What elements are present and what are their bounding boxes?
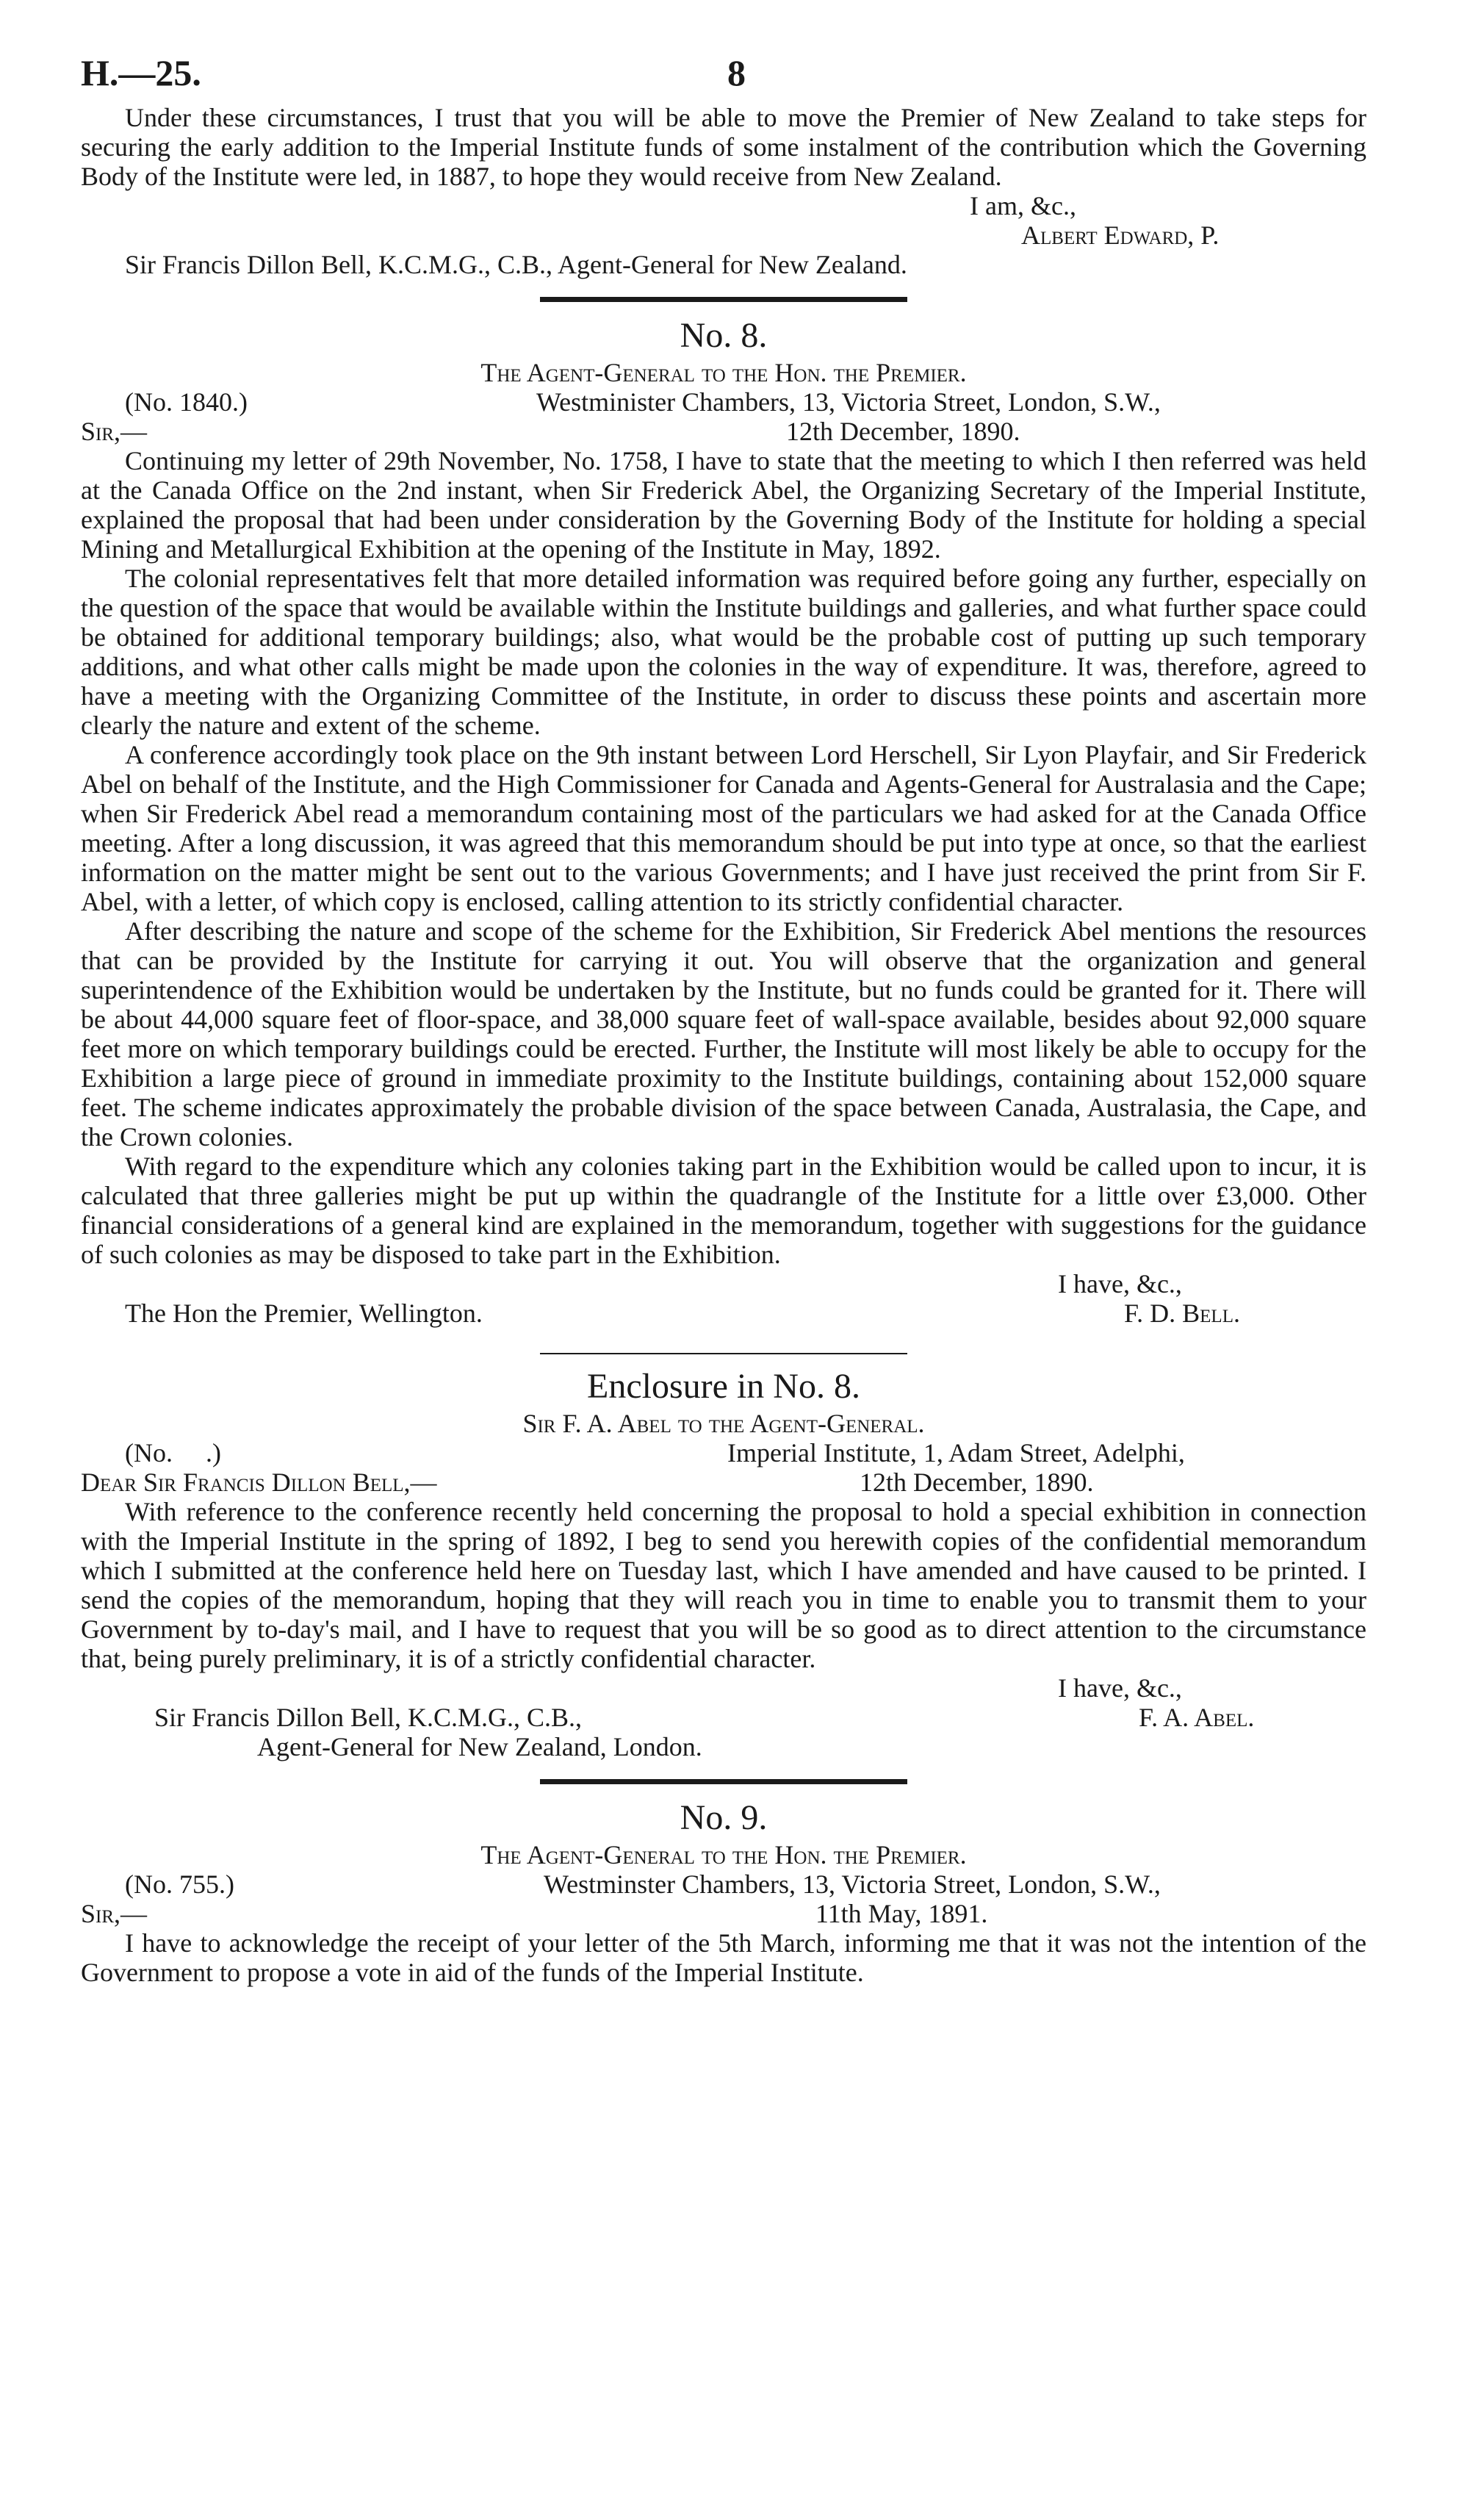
previous-letter-closing: I am, &c., bbox=[970, 191, 1076, 220]
enclosure-subtitle: Sir F. A. Abel to the Agent-General. bbox=[522, 1409, 925, 1438]
letter-no-8-addressee: The Hon the Premier, Wellington. bbox=[125, 1299, 483, 1328]
section-divider bbox=[540, 297, 907, 302]
enclosure-addressee-line1: Sir Francis Dillon Bell, K.C.M.G., C.B., bbox=[154, 1703, 583, 1732]
enclosure-closing-row bbox=[81, 1673, 1366, 1703]
letter-no-9-ref-row bbox=[81, 1869, 1366, 1899]
letter-no-9-salutation: Sir,— bbox=[81, 1899, 148, 1928]
previous-letter-body: Under these circumstances, I trust that you will be able to move the Premier of New Zealand to take steps for securing the early addition to the Imperial Institute funds of some instalment of the contribution which the Governing Body of the Institute were led, in 1887, to hope they would receive from New Zealand. bbox=[81, 103, 1366, 191]
previous-letter-signature-row bbox=[81, 220, 1366, 250]
previous-letter-signature: Albert Edward, P. bbox=[1021, 220, 1220, 250]
letter-no-8-ref: (No. 1840.) bbox=[125, 387, 248, 417]
previous-letter-addressee: Sir Francis Dillon Bell, K.C.M.G., C.B., Agent-General for New Zealand. bbox=[125, 250, 907, 279]
enclosure-ref-row bbox=[81, 1438, 1366, 1468]
letter-no-8-ref-row bbox=[81, 387, 1366, 417]
document-page bbox=[81, 44, 1366, 1987]
section-divider bbox=[540, 1779, 907, 1784]
letter-no-9-title: No. 9. bbox=[680, 1798, 768, 1837]
letter-no-8-address: Westminister Chambers, 13, Victoria Street, London, S.W., bbox=[536, 387, 1161, 417]
enclosure-body: With reference to the conference recently held concerning the proposal to hold a special exhibition in connection with the Imperial Institute in the spring of 1892, I beg to send you herewith copies of the confidential memorandum which I submitted at the conference held here on Tuesday last, which I have amended and have caused to be printed. I send the copies of the memorandum, hoping that they will reach you in time to enable you to transmit them to your Government by to-day's mail, and I have to request that you will be so good as to direct attention to the circumstance that, being purely preliminary, it is of a strictly confidential character. bbox=[81, 1497, 1366, 1673]
previous-letter-end bbox=[81, 103, 1366, 279]
enclosure-in-no-8 bbox=[81, 1365, 1366, 1761]
letter-no-8-subtitle: The Agent-General to the Hon. the Premier. bbox=[480, 358, 967, 387]
letter-no-8-paragraph: Continuing my letter of 29th November, No. 1758, I have to state that the meeting to which I then referred was held at the Canada Office on the 2nd instant, when Sir Frederick Abel, the Organizing Secretary of the Imperial Institute, explained the proposal that had been under consideration by the Governing Body of the Institute for holding a special Mining and Metallurgical Exhibition at the opening of the Institute in May, 1892. bbox=[81, 446, 1366, 564]
document-reference: H.—25. bbox=[81, 52, 201, 93]
letter-no-8-paragraph: With regard to the expenditure which any colonies taking part in the Exhibition would be called upon to incur, it is calculated that three galleries might be put up within the quadrangle of the Institute for a little over £3,000. Other financial considerations of a general kind are explained in the memorandum, together with suggestions for the guidance of such colonies as may be disposed to take part in the Exhibition. bbox=[81, 1152, 1366, 1269]
letter-no-9-salutation-row bbox=[81, 1899, 1366, 1928]
enclosure-closing: I have, &c., bbox=[1058, 1673, 1182, 1703]
letter-no-9 bbox=[81, 1796, 1366, 1987]
enclosure-signature: F. A. Abel. bbox=[1139, 1703, 1255, 1732]
enclosure-sign-row bbox=[81, 1703, 1366, 1732]
letter-no-8-sign-row bbox=[81, 1299, 1366, 1328]
letter-no-9-subtitle: The Agent-General to the Hon. the Premier. bbox=[480, 1840, 967, 1869]
enclosure-salutation-row bbox=[81, 1468, 1366, 1497]
enclosure-salutation: Dear Sir Francis Dillon Bell,— bbox=[81, 1468, 437, 1497]
letter-no-9-ref: (No. 755.) bbox=[125, 1869, 234, 1899]
letter-no-8-salutation: Sir,— bbox=[81, 417, 148, 446]
letter-no-8-closing-row bbox=[81, 1269, 1366, 1299]
letter-no-8-signature: F. D. Bell. bbox=[1124, 1299, 1240, 1328]
letter-no-8-date: 12th December, 1890. bbox=[786, 417, 1020, 446]
previous-letter-addressee-row bbox=[81, 250, 1366, 279]
letter-no-8-salutation-row bbox=[81, 417, 1366, 446]
enclosure-addressee-row2 bbox=[81, 1732, 1366, 1761]
previous-letter-closing-row bbox=[81, 191, 1366, 220]
enclosure-ref: (No. .) bbox=[125, 1438, 221, 1468]
enclosure-title: Enclosure in No. 8. bbox=[587, 1367, 860, 1406]
enclosure-address: Imperial Institute, 1, Adam Street, Adelphi, bbox=[727, 1438, 1185, 1468]
letter-no-9-address: Westminster Chambers, 13, Victoria Street, London, S.W., bbox=[544, 1869, 1161, 1899]
page-number: 8 bbox=[727, 52, 746, 93]
letter-no-8-paragraph: The colonial representatives felt that more detailed information was required before going any further, especially on the question of the space that would be available within the Institute buildings and galleries, and what further space could be obtained for additional temporary buildings; also, what would be the probable cost of putting up such temporary additions, and what other calls might be made upon the colonies in the way of expenditure. It was, therefore, agreed to have a meeting with the Organizing Committee of the Institute, in order to discuss these points and ascertain more clearly the nature and extent of the scheme. bbox=[81, 564, 1366, 740]
enclosure-date: 12th December, 1890. bbox=[860, 1468, 1094, 1497]
enclosure-addressee-line2: Agent-General for New Zealand, London. bbox=[257, 1732, 702, 1761]
letter-no-9-body: I have to acknowledge the receipt of your letter of the 5th March, informing me that it was not the intention of the Government to propose a vote in aid of the funds of the Imperial Institute. bbox=[81, 1928, 1366, 1987]
letter-no-9-date: 11th May, 1891. bbox=[815, 1899, 988, 1928]
letter-no-8-title: No. 8. bbox=[680, 316, 768, 355]
letter-no-8-paragraph: A conference accordingly took place on the 9th instant between Lord Herschell, Sir Lyon Playfair, and Sir Frederick Abel on behalf of the Institute, and the High Commissioner for Canada and Agents-General for Australasia and the Cape; when Sir Frederick Abel read a memorandum containing most of the particulars we had asked for at the Canada Office meeting. After a long discussion, it was agreed that this memorandum should be put into type at once, so that the earliest information on the matter might be sent out to the various Governments; and I have just received the print from Sir F. Abel, with a letter, of which copy is enclosed, calling attention to its strictly confidential character. bbox=[81, 740, 1366, 916]
letter-no-8-paragraph: After describing the nature and scope of the scheme for the Exhibition, Sir Frederick Abel mentions the resources that can be provided by the Institute for carrying it out. You will observe that the organization and general superintendence of the Exhibition would be undertaken by the Institute, but no funds could be granted for it. There will be about 44,000 square feet of floor-space, and 38,000 square feet of wall-space available, besides about 92,000 square feet more on which temporary buildings could be erected. Further, the Institute will most likely be able to occupy for the Exhibition a large piece of ground in immediate proximity to the Institute buildings, containing about 152,000 square feet. The scheme indicates approximately the probable division of the space between Canada, Australasia, the Cape, and the Crown colonies. bbox=[81, 916, 1366, 1152]
section-divider bbox=[540, 1353, 907, 1354]
letter-no-8 bbox=[81, 314, 1366, 1328]
page-header bbox=[81, 44, 1366, 103]
letter-no-8-closing: I have, &c., bbox=[1058, 1269, 1182, 1299]
